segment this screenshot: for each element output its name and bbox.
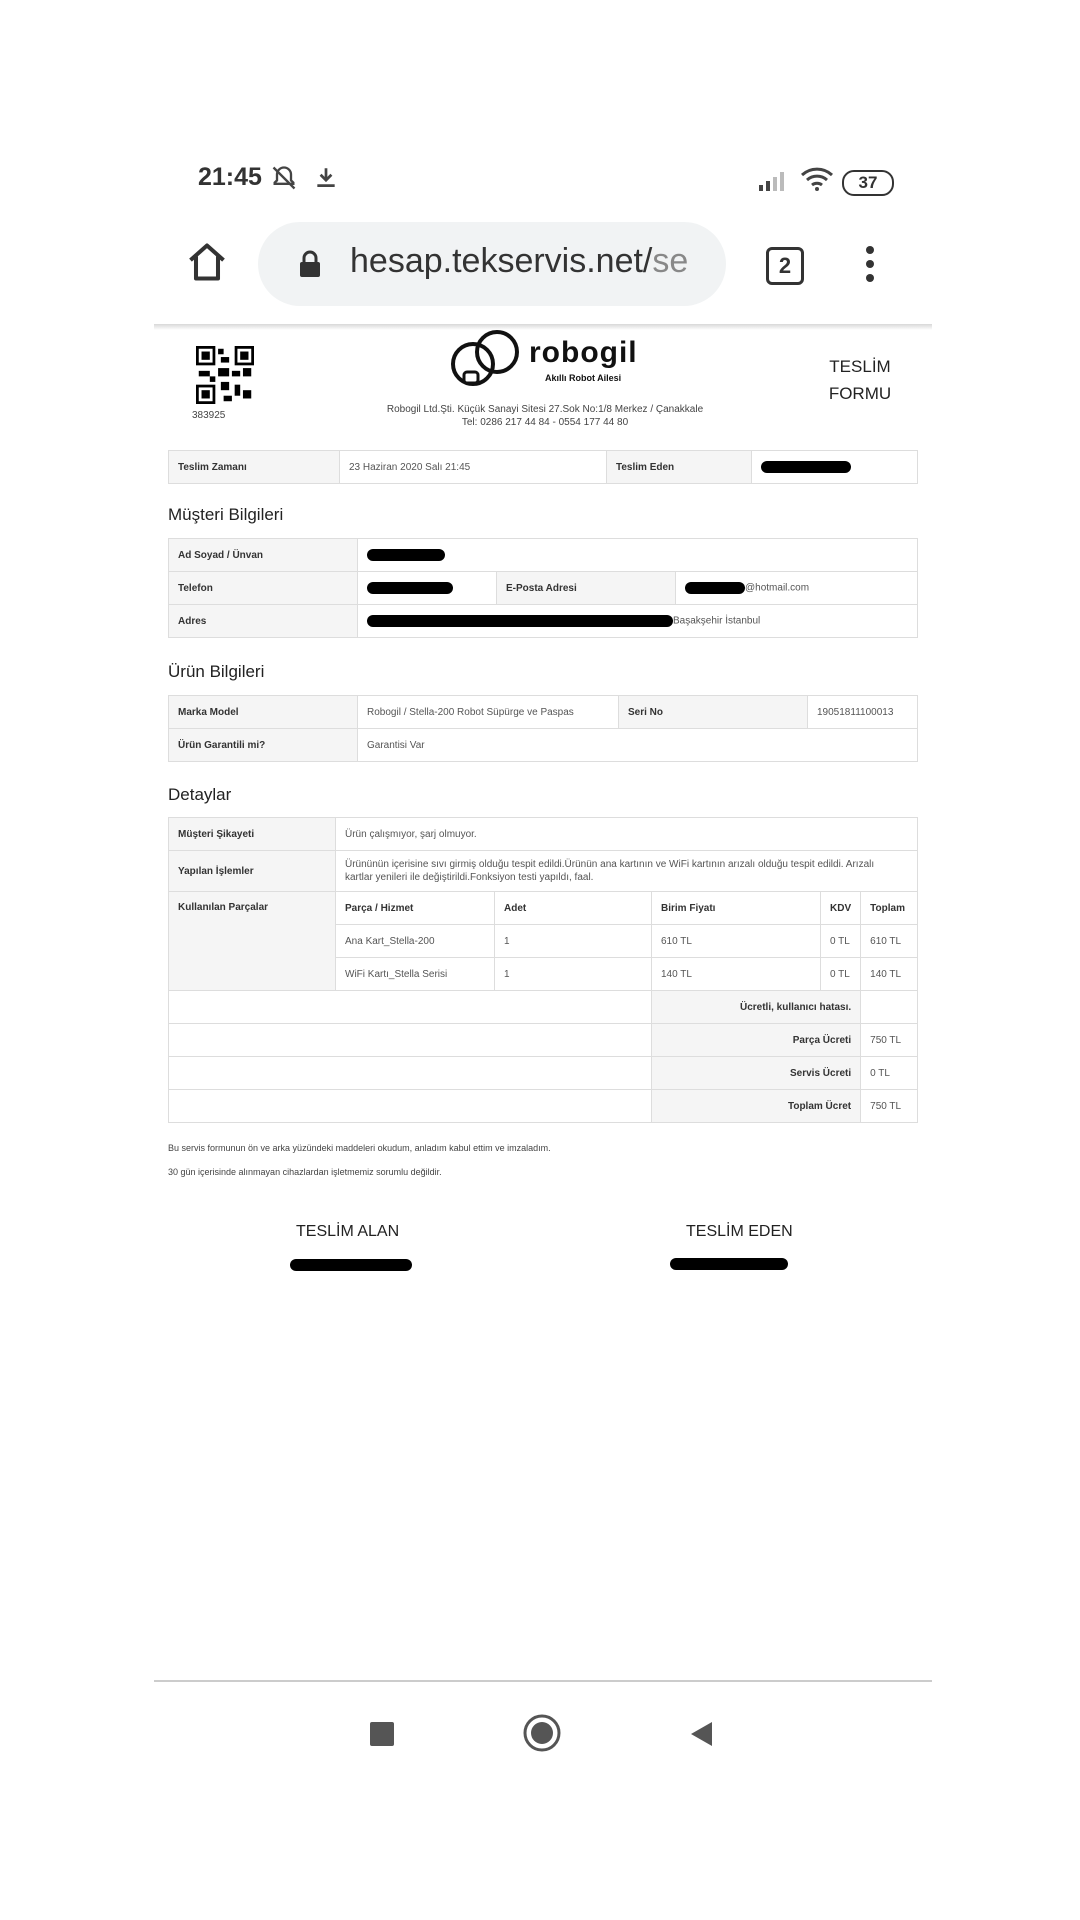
redaction-bar xyxy=(761,461,851,473)
model-value: Robogil / Stella-200 Robot Süpürge ve Paspas xyxy=(358,696,619,729)
address-label: Adres xyxy=(169,605,358,638)
email-value xyxy=(676,572,918,605)
nav-divider xyxy=(154,1680,932,1682)
status-time: 21:45 xyxy=(198,163,262,191)
receiver-signature-redaction xyxy=(290,1259,412,1271)
overflow-menu-button[interactable] xyxy=(866,246,874,288)
part-unit-price: 610 TL xyxy=(652,925,821,958)
home-button[interactable] xyxy=(185,240,229,289)
operations-label: Yapılan İşlemler xyxy=(169,851,336,892)
back-triangle-icon[interactable] xyxy=(688,1720,714,1748)
part-name: Ana Kart_Stella-200 xyxy=(336,925,495,958)
serial-label: Seri No xyxy=(619,696,808,729)
giver-label: TESLİM EDEN xyxy=(686,1223,793,1240)
company-info xyxy=(360,403,730,429)
qr-code xyxy=(196,346,254,404)
complaint-value: Ürün çalışmıyor, şarj olmuyor. xyxy=(336,818,918,851)
parts-header-qty: Adet xyxy=(495,892,652,925)
phone-value xyxy=(358,572,497,605)
name-value xyxy=(358,539,918,572)
battery-icon: 37 xyxy=(842,170,894,196)
details-table xyxy=(168,817,918,1123)
tab-switcher-button[interactable]: 2 xyxy=(766,247,804,285)
parts-header-unit: Birim Fiyatı xyxy=(652,892,821,925)
parts-header-name: Parça / Hizmet xyxy=(336,892,495,925)
product-table xyxy=(168,695,918,762)
address-value xyxy=(358,605,918,638)
recents-square-icon[interactable] xyxy=(370,1722,394,1746)
customer-table xyxy=(168,538,918,638)
form-title xyxy=(810,353,910,407)
service-fee-value: 0 TL xyxy=(861,1057,918,1090)
part-name: WiFi Kartı_Stella Serisi xyxy=(336,958,495,991)
note-line1: Bu servis formunun ön ve arka yüzündeki maddeleri okudum, anladım kabul ettim ve imzaladım. xyxy=(168,1143,551,1153)
url-text: hesap.tekservis.net/ xyxy=(350,242,653,280)
email-label: E-Posta Adresi xyxy=(497,572,676,605)
warranty-label: Ürün Garantili mi? xyxy=(169,729,358,762)
operations-line1: Ürününün içerisine sıvı girmiş olduğu tespit edildi.Ürünün ana kartının ve WiFi kartının arızalı olduğu tespit edildi. Arızalı xyxy=(345,859,875,870)
redaction-bar xyxy=(367,582,453,594)
download-icon xyxy=(313,165,339,191)
address-bar[interactable] xyxy=(258,222,726,306)
customer-section-title: Müşteri Bilgileri xyxy=(168,505,284,524)
operations-value xyxy=(336,851,918,892)
parts-header-vat: KDV xyxy=(821,892,861,925)
service-fee-label: Servis Ücreti xyxy=(652,1057,861,1090)
address-suffix: Başakşehir İstanbul xyxy=(673,615,761,627)
phone-label: Telefon xyxy=(169,572,358,605)
details-section-title: Detaylar xyxy=(168,785,232,804)
delivery-table xyxy=(168,450,918,484)
email-suffix: @hotmail.com xyxy=(745,582,810,594)
lock-icon xyxy=(298,250,322,278)
home-icon xyxy=(185,240,229,284)
delivery-time-value: 23 Haziran 2020 Salı 21:45 xyxy=(340,451,607,484)
parts-header-total: Toplam xyxy=(861,892,918,925)
part-vat: 0 TL xyxy=(821,958,861,991)
company-phone: Tel: 0286 217 44 84 - 0554 177 44 80 xyxy=(461,417,629,428)
signal-icon xyxy=(758,168,790,192)
part-qty: 1 xyxy=(495,958,652,991)
url-text-tail: se xyxy=(652,242,689,280)
parts-fee-label: Parça Ücreti xyxy=(652,1024,861,1057)
part-vat: 0 TL xyxy=(821,925,861,958)
parts-label: Kullanılan Parçalar xyxy=(169,892,336,991)
total-fee-value: 750 TL xyxy=(861,1090,918,1123)
redaction-bar xyxy=(367,549,445,561)
status-left-icons xyxy=(270,163,339,192)
product-section-title: Ürün Bilgileri xyxy=(168,662,265,681)
status-right-icons xyxy=(758,166,834,197)
robogil-logo xyxy=(447,328,637,395)
redaction-bar xyxy=(685,582,745,594)
home-circle-icon[interactable] xyxy=(522,1713,562,1753)
delivered-by-label: Teslim Eden xyxy=(607,451,752,484)
operations-line2: kartlar yenileri ile değiştirildi.Fonksiyon testi yapıldı, faal. xyxy=(345,872,594,883)
total-fee-label: Toplam Ücret xyxy=(652,1090,861,1123)
brand-name: robogil xyxy=(529,336,638,369)
giver-signature-redaction xyxy=(670,1258,788,1270)
complaint-label: Müşteri Şikayeti xyxy=(169,818,336,851)
charge-note: Ücretli, kullanıcı hatası. xyxy=(652,991,861,1024)
parts-fee-value: 750 TL xyxy=(861,1024,918,1057)
delivered-by-value xyxy=(752,451,918,484)
form-title-line2: FORMU xyxy=(828,384,892,403)
part-total: 610 TL xyxy=(861,925,918,958)
receiver-label: TESLİM ALAN xyxy=(296,1223,400,1240)
serial-value: 19051811100013 xyxy=(808,696,918,729)
warranty-value: Garantisi Var xyxy=(358,729,918,762)
form-title-line1: TESLİM xyxy=(829,357,891,376)
wifi-icon xyxy=(800,166,834,192)
company-address: Robogil Ltd.Şti. Küçük Sanayi Sitesi 27.Sok No:1/8 Merkez / Çanakkale xyxy=(386,404,704,415)
part-unit-price: 140 TL xyxy=(652,958,821,991)
model-label: Marka Model xyxy=(169,696,358,729)
part-qty: 1 xyxy=(495,925,652,958)
redaction-bar xyxy=(367,615,673,627)
notifications-off-icon xyxy=(270,164,298,192)
name-label: Ad Soyad / Ünvan xyxy=(169,539,358,572)
part-total: 140 TL xyxy=(861,958,918,991)
note-line2: 30 gün içerisinde alınmayan cihazlardan işletmemiz sorumlu değildir. xyxy=(168,1167,442,1177)
qr-number: 383925 xyxy=(192,410,226,421)
brand-sub: Akıllı Robot Ailesi xyxy=(545,373,622,383)
delivery-time-label: Teslim Zamanı xyxy=(169,451,340,484)
